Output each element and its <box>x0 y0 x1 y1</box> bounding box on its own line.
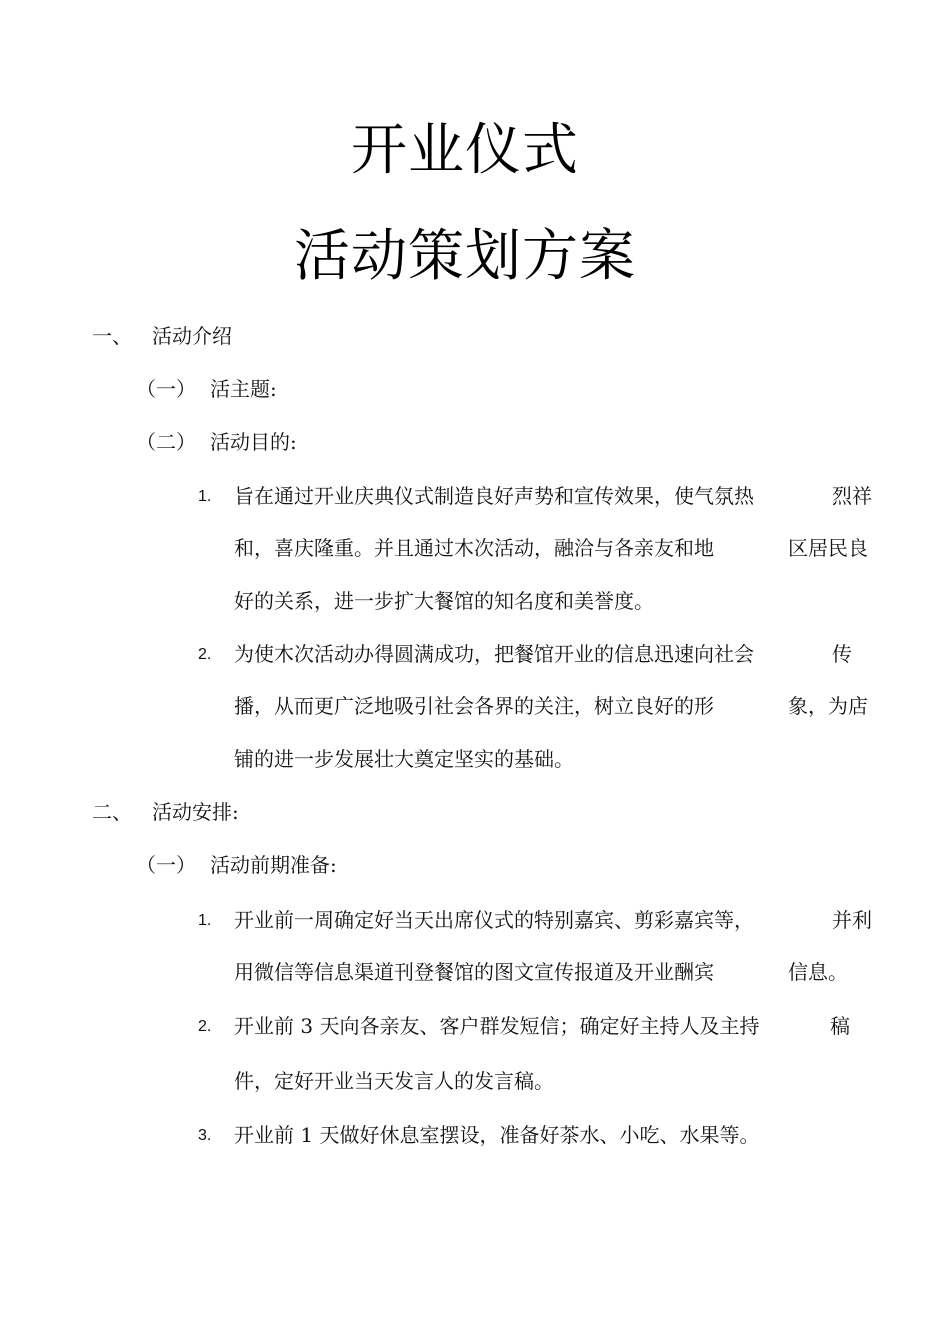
list-item-number: 1. <box>198 912 212 929</box>
list-item-line-tail: 信息。 <box>788 960 848 984</box>
list-item-line: 开业前 1 天做好休息室摆设，准备好茶水、小吃、水果等。 <box>234 1123 760 1147</box>
subsection-1-2-marker: （二） <box>136 430 196 454</box>
list-item-line: 用微信等信息渠道刊登餐馆的图文宣传报道及开业酬宾 <box>234 960 714 984</box>
list-item-line: 开业前 3 天向各亲友、客户群发短信；确定好主持人及主持 <box>234 1014 760 1038</box>
list-item-number: 2. <box>198 646 212 663</box>
section-1-marker: 一、 <box>92 324 132 348</box>
list-item-line-tail: 传 <box>832 642 852 666</box>
subsection-1-2-heading: 活动目的: <box>210 430 297 454</box>
list-item-line: 旨在通过开业庆典仪式制造良好声势和宣传效果，使气氛热 <box>234 484 754 508</box>
subsection-1-1-marker: （一） <box>136 377 196 401</box>
section-2-heading: 活动安排: <box>152 800 239 824</box>
list-item-line: 播，从而更广泛地吸引社会各界的关注，树立良好的形 <box>234 694 714 718</box>
section-1-heading: 活动介绍 <box>152 324 232 348</box>
list-item-line: 件，定好开业当天发言人的发言稿。 <box>234 1069 554 1093</box>
list-item-line: 开业前一周确定好当天出席仪式的特别嘉宾、剪彩嘉宾等， <box>234 908 754 932</box>
list-item-line: 铺的进一步发展壮大奠定坚实的基础。 <box>234 747 574 771</box>
list-item-line-tail: 区居民良 <box>788 536 868 560</box>
list-item-line-tail: 象，为店 <box>788 694 868 718</box>
subsection-2-1-heading: 活动前期准备: <box>210 853 337 877</box>
list-item-line-tail: 并利 <box>832 908 872 932</box>
list-item-line: 和，喜庆隆重。并且通过木次活动，融洽与各亲友和地 <box>234 536 714 560</box>
list-item-line-tail: 稿 <box>830 1014 850 1038</box>
list-item-line-tail: 烈祥 <box>832 484 872 508</box>
section-2-marker: 二、 <box>92 800 132 824</box>
document-title-line-2: 活动策划方案 <box>294 224 636 289</box>
document-title-line-1: 开业仪式 <box>351 118 579 183</box>
list-item-number: 2. <box>198 1018 212 1035</box>
list-item-line: 为使木次活动办得圆满成功，把餐馆开业的信息迅速向社会 <box>234 642 754 666</box>
subsection-1-1-heading: 活主题: <box>210 377 277 401</box>
list-item-number: 3. <box>198 1127 212 1144</box>
list-item-number: 1. <box>198 488 212 505</box>
list-item-line: 好的关系，进一步扩大餐馆的知名度和美誉度。 <box>234 589 654 613</box>
subsection-2-1-marker: （一） <box>136 853 196 877</box>
